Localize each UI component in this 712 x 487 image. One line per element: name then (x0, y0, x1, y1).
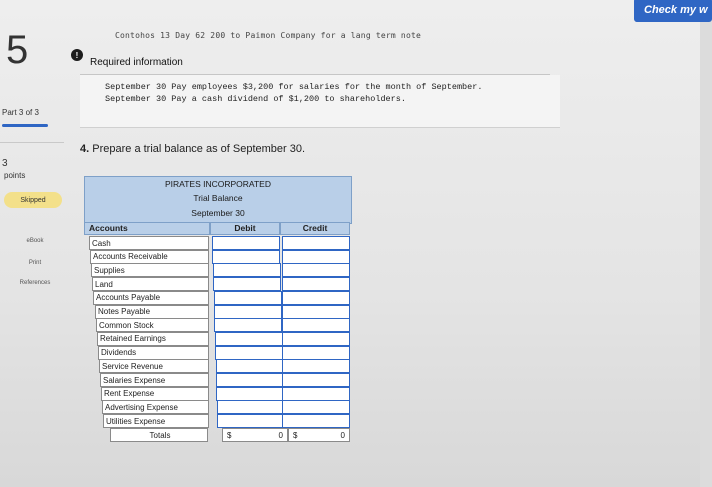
part-progress-bar (2, 124, 48, 127)
required-line: September 30 Pay employees $3,200 for salaries for the month of September. (105, 82, 483, 92)
statement-date: September 30 (191, 208, 245, 218)
debit-input[interactable] (212, 250, 280, 264)
instruction (80, 143, 305, 155)
credit-input[interactable] (282, 318, 350, 332)
sidebar-divider (0, 142, 64, 143)
account-cell[interactable]: Dividends (98, 346, 209, 360)
total-debit (222, 428, 288, 442)
cut-off-text: Contohos 13 Day 62 200 to Paimon Company for a lang term note (115, 31, 422, 40)
sidebar-link-references[interactable]: References (19, 280, 51, 286)
account-cell[interactable]: Land (92, 277, 209, 291)
credit-input[interactable] (282, 291, 350, 305)
credit-input[interactable] (282, 359, 350, 373)
sidebar-link-ebook[interactable]: eBook (26, 238, 44, 244)
points-label: points (4, 171, 26, 180)
credit-input[interactable] (282, 387, 350, 401)
account-cell[interactable]: Notes Payable (95, 305, 209, 319)
debit-input[interactable] (216, 359, 284, 373)
instruction-number: 4. (80, 143, 90, 155)
check-my-work-button[interactable]: Check my w (634, 0, 712, 22)
account-cell[interactable]: Retained Earnings (97, 332, 209, 346)
debit-input[interactable] (216, 387, 284, 401)
credit-input[interactable] (282, 263, 350, 277)
credit-input[interactable] (282, 373, 350, 387)
debit-input[interactable] (215, 346, 283, 360)
account-cell[interactable]: Accounts Receivable (90, 250, 209, 264)
credit-input[interactable] (282, 236, 350, 250)
debit-input[interactable] (214, 305, 282, 319)
question-number: 5 (6, 28, 29, 72)
total-credit-currency: $ (293, 430, 298, 440)
account-cell[interactable]: Cash (89, 236, 209, 250)
credit-input[interactable] (282, 250, 350, 264)
debit-input[interactable] (214, 318, 282, 332)
col-header-debit: Debit (210, 222, 280, 235)
col-header-credit: Credit (280, 222, 350, 235)
required-info-title: Required information (90, 57, 183, 68)
account-cell[interactable]: Service Revenue (99, 359, 209, 373)
debit-input[interactable] (212, 236, 280, 250)
account-cell[interactable]: Rent Expense (101, 387, 209, 401)
debit-input[interactable] (217, 400, 285, 414)
credit-input[interactable] (282, 332, 350, 346)
account-cell[interactable]: Utilities Expense (103, 414, 209, 428)
required-info-box (80, 75, 560, 128)
account-cell[interactable]: Accounts Payable (93, 291, 209, 305)
debit-input[interactable] (213, 263, 281, 277)
info-alert-icon: ! (71, 49, 83, 61)
total-debit-currency: $ (227, 430, 232, 440)
sidebar-link-print[interactable]: Print (28, 260, 42, 266)
credit-input[interactable] (282, 414, 350, 428)
required-info-header[interactable] (80, 48, 550, 75)
debit-input[interactable] (215, 332, 283, 346)
credit-input[interactable] (282, 305, 350, 319)
debit-input[interactable] (216, 373, 284, 387)
top-bar (0, 0, 708, 22)
statement-name: Trial Balance (193, 193, 243, 203)
total-credit (288, 428, 350, 442)
col-header-accounts: Accounts (84, 222, 210, 235)
total-debit-value: 0 (278, 430, 283, 440)
part-label: Part 3 of 3 (2, 108, 39, 117)
debit-input[interactable] (213, 277, 281, 291)
account-cell[interactable]: Common Stock (96, 318, 209, 332)
instruction-text: Prepare a trial balance as of September 30. (92, 143, 306, 155)
status-badge: Skipped (4, 192, 62, 208)
debit-input[interactable] (217, 414, 285, 428)
totals-label: Totals (110, 428, 208, 442)
points-value: 3 (2, 158, 8, 169)
account-cell[interactable]: Supplies (91, 263, 209, 277)
trial-balance-header (84, 176, 352, 224)
total-credit-value: 0 (340, 430, 345, 440)
credit-input[interactable] (282, 277, 350, 291)
account-cell[interactable]: Salaries Expense (100, 373, 209, 387)
required-line: September 30 Pay a cash dividend of $1,200 to shareholders. (105, 94, 406, 104)
credit-input[interactable] (282, 400, 350, 414)
account-cell[interactable]: Advertising Expense (102, 400, 209, 414)
debit-input[interactable] (214, 291, 282, 305)
credit-input[interactable] (282, 346, 350, 360)
company-name: PIRATES INCORPORATED (165, 179, 271, 189)
